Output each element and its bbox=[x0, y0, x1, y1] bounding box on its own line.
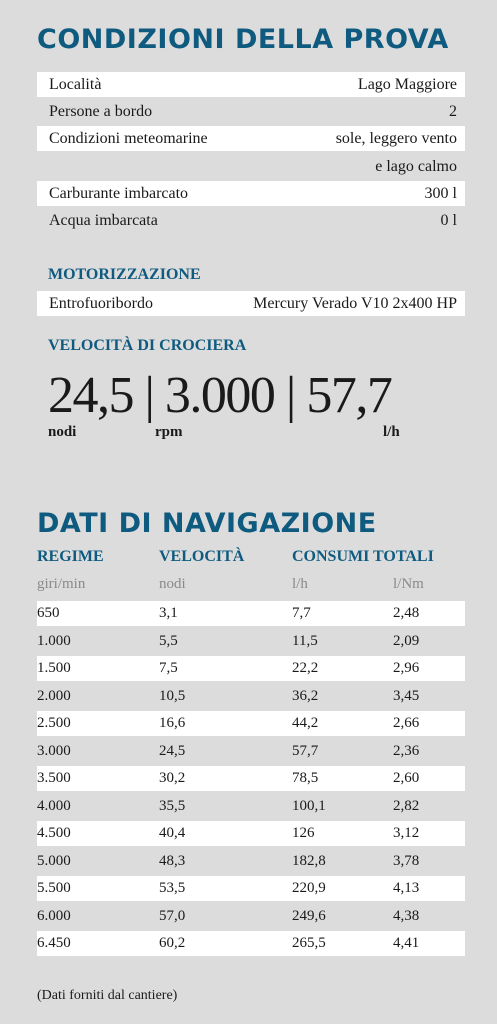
cell-regime: 1.500 bbox=[37, 660, 71, 676]
cell-regime: 6.450 bbox=[37, 935, 71, 951]
unit-speed: nodi bbox=[159, 576, 186, 592]
table-row bbox=[37, 794, 465, 819]
cruise-values bbox=[48, 366, 391, 426]
cell-regime: 5.000 bbox=[37, 852, 71, 869]
cell-regime: 1.000 bbox=[37, 632, 71, 649]
cell-speed: 40,4 bbox=[159, 825, 186, 841]
condition-label: Carburante imbarcato bbox=[49, 185, 189, 202]
cruise-consumption: 57,7 bbox=[306, 367, 392, 424]
cruise-separator: | bbox=[144, 367, 154, 424]
cell-regime: 4.000 bbox=[37, 797, 71, 814]
header-speed: VELOCITÀ bbox=[159, 548, 245, 565]
condition-label: Persone a bordo bbox=[49, 103, 153, 120]
table-row bbox=[37, 849, 465, 874]
cell-lnm: 2,66 bbox=[393, 715, 420, 731]
condition-row-location bbox=[37, 72, 465, 97]
condition-value: e lago calmo bbox=[375, 158, 457, 175]
unit-lnm: l/Nm bbox=[393, 576, 424, 592]
cell-speed: 3,1 bbox=[159, 605, 178, 621]
cell-speed: 10,5 bbox=[159, 687, 186, 704]
cell-lnm: 2,82 bbox=[393, 797, 420, 814]
condition-label: Condizioni meteomarine bbox=[49, 130, 208, 147]
header-consumption: CONSUMI TOTALI bbox=[292, 548, 434, 565]
engine-title: MOTORIZZAZIONE bbox=[48, 266, 201, 283]
cell-lnm: 2,48 bbox=[393, 605, 420, 621]
condition-label: Località bbox=[49, 76, 102, 93]
condition-value: 2 bbox=[449, 103, 457, 120]
table-row bbox=[37, 904, 465, 929]
table-row bbox=[37, 656, 465, 681]
cruise-rpm: 3.000 bbox=[164, 367, 275, 424]
cell-regime: 2.500 bbox=[37, 715, 71, 731]
condition-value: sole, leggero vento bbox=[335, 130, 457, 147]
engine-row bbox=[37, 291, 465, 316]
condition-row-water bbox=[37, 208, 465, 233]
cell-lh: 100,1 bbox=[292, 797, 326, 814]
unit-lh: l/h bbox=[292, 576, 308, 592]
cruise-speed: 24,5 bbox=[48, 367, 133, 424]
condition-value: 0 l bbox=[440, 212, 457, 229]
cell-lh: 126 bbox=[292, 825, 315, 841]
condition-value: Lago Maggiore bbox=[357, 76, 457, 93]
cell-speed: 16,6 bbox=[159, 715, 186, 731]
cruise-speed-unit: nodi bbox=[48, 424, 77, 440]
condition-value: 300 l bbox=[424, 185, 457, 202]
table-row bbox=[37, 739, 465, 764]
cell-lnm: 2,96 bbox=[393, 660, 420, 676]
cell-lnm: 4,41 bbox=[393, 935, 420, 951]
cell-speed: 48,3 bbox=[159, 852, 186, 869]
cruise-title: VELOCITÀ DI CROCIERA bbox=[48, 337, 247, 354]
cruise-rpm-unit: rpm bbox=[155, 424, 183, 440]
table-row bbox=[37, 684, 465, 709]
cell-speed: 57,0 bbox=[159, 907, 186, 924]
cell-regime: 650 bbox=[37, 605, 60, 621]
table-row bbox=[37, 629, 465, 654]
table-row bbox=[37, 766, 465, 791]
table-row bbox=[37, 876, 465, 901]
cell-lh: 78,5 bbox=[292, 770, 319, 786]
cell-lh: 249,6 bbox=[292, 907, 326, 924]
table-row bbox=[37, 821, 465, 846]
cell-speed: 35,5 bbox=[159, 797, 186, 814]
cell-lnm: 2,09 bbox=[393, 632, 420, 649]
cruise-separator: | bbox=[285, 367, 295, 424]
cell-speed: 24,5 bbox=[159, 742, 186, 759]
condition-row-people bbox=[37, 99, 465, 124]
cell-lnm: 2,36 bbox=[393, 742, 420, 759]
cell-regime: 5.500 bbox=[37, 880, 71, 896]
cell-lh: 220,9 bbox=[292, 880, 326, 896]
condition-row-fuel bbox=[37, 181, 465, 206]
engine-value: Mercury Verado V10 2x400 HP bbox=[253, 295, 457, 312]
engine-label: Entrofuoribordo bbox=[49, 295, 153, 312]
cell-speed: 60,2 bbox=[159, 935, 186, 951]
cell-lh: 11,5 bbox=[292, 632, 318, 649]
cell-lh: 265,5 bbox=[292, 935, 326, 951]
cell-speed: 53,5 bbox=[159, 880, 186, 896]
navigation-title: DATI DI NAVIGAZIONE bbox=[37, 508, 377, 539]
cell-lnm: 3,78 bbox=[393, 852, 420, 869]
cell-lh: 22,2 bbox=[292, 660, 319, 676]
cell-speed: 30,2 bbox=[159, 770, 186, 786]
cell-speed: 5,5 bbox=[159, 632, 178, 649]
cell-regime: 3.500 bbox=[37, 770, 71, 786]
cell-regime: 4.500 bbox=[37, 825, 71, 841]
cell-lnm: 4,38 bbox=[393, 907, 420, 924]
cell-lnm: 3,45 bbox=[393, 687, 420, 704]
cell-lnm: 3,12 bbox=[393, 825, 420, 841]
cell-regime: 2.000 bbox=[37, 687, 71, 704]
cell-speed: 7,5 bbox=[159, 660, 178, 676]
cruise-consumption-unit: l/h bbox=[383, 424, 400, 440]
cell-lh: 182,8 bbox=[292, 852, 326, 869]
unit-regime: giri/min bbox=[37, 576, 86, 592]
cell-lh: 36,2 bbox=[292, 687, 319, 704]
condition-label: Acqua imbarcata bbox=[49, 212, 158, 229]
cell-lh: 7,7 bbox=[292, 605, 311, 621]
condition-row-weather bbox=[37, 126, 465, 151]
cell-regime: 3.000 bbox=[37, 742, 71, 759]
cell-lnm: 4,13 bbox=[393, 880, 420, 896]
table-row bbox=[37, 711, 465, 736]
table-row bbox=[37, 601, 465, 626]
cell-regime: 6.000 bbox=[37, 907, 71, 924]
source-note: (Dati forniti dal cantiere) bbox=[37, 988, 178, 1003]
table-row bbox=[37, 931, 465, 956]
condition-row-weather-cont bbox=[37, 154, 465, 179]
cell-lnm: 2,60 bbox=[393, 770, 420, 786]
conditions-title: CONDIZIONI DELLA PROVA bbox=[37, 24, 449, 55]
cell-lh: 44,2 bbox=[292, 715, 319, 731]
cell-lh: 57,7 bbox=[292, 742, 319, 759]
header-regime: REGIME bbox=[37, 548, 104, 565]
